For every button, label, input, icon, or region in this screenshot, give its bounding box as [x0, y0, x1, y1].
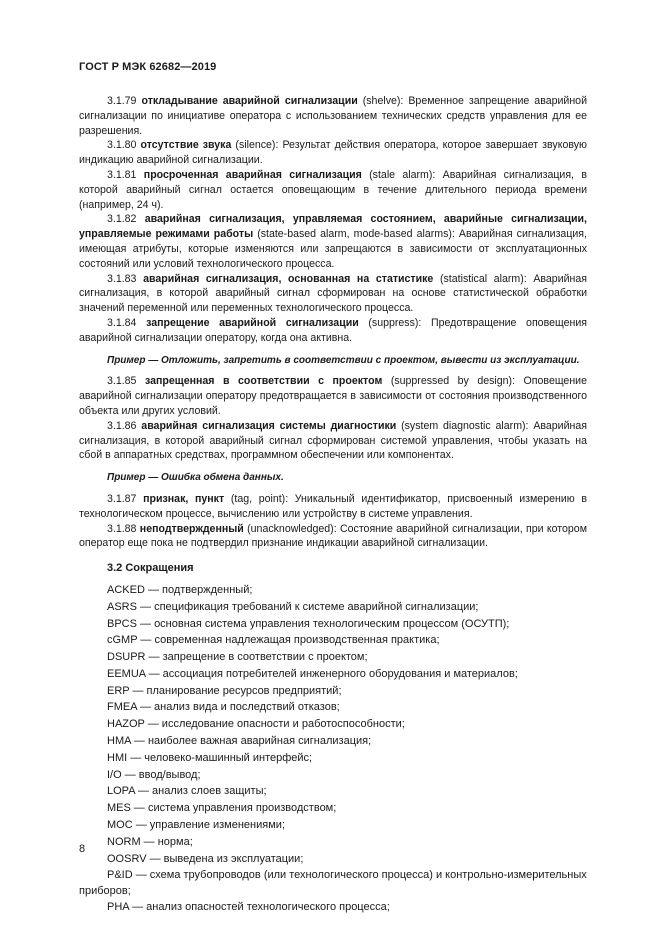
term-3-1-82: [79, 212, 587, 271]
abbreviation-item: HAZOP — исследование опасности и работоспособности;: [107, 718, 405, 731]
term-3-1-88: [79, 522, 587, 552]
abbreviation-item: EEMUA — ассоциация потребителей инженерного оборудования и материалов;: [107, 667, 518, 680]
term-english: (suppress): [368, 316, 419, 329]
abbreviation-item: HMA — наиболее важная аварийная сигнализация;: [107, 735, 372, 748]
term-number: 3.1.82: [107, 213, 137, 226]
term-title: откладывание аварийной сигнализации: [141, 95, 358, 107]
document-body: [79, 94, 587, 916]
abbreviation-item: HMI — человеко-машинный интерфейс;: [107, 751, 313, 764]
term-3-1-81: [79, 168, 587, 212]
abbreviation-item: FMEA — анализ вида и последствий отказов;: [107, 701, 340, 714]
term-number: 3.1.87: [107, 492, 137, 505]
example-note: Пример — Ошибка обмена данных.: [107, 472, 284, 484]
term-definition: : Уникальный идентификатор, присвоенный измерению в технологическом процессе, вычислению или устройству в системе управления.: [79, 492, 587, 520]
term-3-1-84: [79, 316, 587, 346]
term-definition: : Аварийная сигнализация, имеющая атрибуты, которые изменяются или запрещаются в зависимости от эксплуатационных состояний или условий технологического процесса.: [79, 228, 587, 270]
term-title: неподтвержденный: [139, 522, 244, 535]
term-english: (statistical alarm): [439, 272, 524, 285]
abbreviation-item: I/O — ввод/вывод;: [107, 768, 201, 781]
abbreviation-item: P&ID — схема трубопроводов (или технологического процесса) и контрольно-измерительных приборов;: [79, 869, 587, 898]
term-title: аварийная сигнализация, основанная на статистике: [143, 272, 434, 285]
term-number: 3.1.85: [107, 375, 137, 388]
term-number: 3.1.80: [107, 139, 137, 152]
page-number: 8: [79, 843, 86, 855]
term-3-1-79: [79, 94, 587, 138]
term-english: (suppressed by design): [390, 375, 513, 388]
term-english: (tag, point): [230, 492, 286, 505]
term-title: аварийная сигнализация системы диагностики: [141, 419, 397, 432]
document-header: ГОСТ Р МЭК 62682—2019: [79, 61, 217, 73]
term-3-1-80: [79, 138, 587, 168]
term-definition: : Оповещение аварийной сигнализации оператору предотвращается в зависимости от состояния производственного объекта или других условий.: [79, 375, 587, 417]
term-definition: : Предотвращение оповещения аварийной сигнализации оператору, когда она активна.: [79, 316, 587, 344]
term-definition: : Временное запрещение аварийной сигнализации по инициативе оператора с использованием технических средств управления для ее разрешения.: [79, 95, 587, 137]
term-title: запрещение аварийной сигнализации: [146, 316, 359, 329]
term-3-1-86: [79, 419, 587, 463]
abbreviation-item: cGMP — современная надлежащая производственная практика;: [107, 634, 440, 647]
abbreviation-item: MES — система управления производством;: [107, 802, 337, 815]
abbreviation-item: NORM — норма;: [107, 835, 193, 848]
term-english: (state-based alarm, mode-based alarms): [257, 228, 452, 241]
term-number: 3.1.79: [107, 95, 137, 107]
term-definition: : Состояние аварийной сигнализации, при котором оператор еще пока не подтвердил признание индикации аварийной сигнализации.: [79, 522, 587, 550]
abbreviation-item: DSUPR — запрещение в соответствии с проектом;: [107, 651, 368, 664]
abbreviation-item: MOC — управление изменениями;: [107, 819, 285, 832]
term-title: просроченная аварийная сигнализация: [143, 168, 362, 181]
term-number: 3.1.81: [107, 168, 137, 181]
term-3-1-85: [79, 374, 587, 418]
term-title: отсутствие звука: [140, 139, 232, 152]
term-title: признак, пункт: [143, 492, 225, 505]
term-number: 3.1.88: [107, 522, 137, 535]
abbreviation-item: LOPA — анализ слоев защиты;: [107, 785, 267, 798]
term-number: 3.1.84: [107, 316, 137, 329]
term-3-1-87: [79, 492, 587, 522]
term-english: (shelve): [362, 95, 401, 107]
term-english: (stale alarm): [369, 168, 433, 181]
abbreviation-item: OOSRV — выведена из эксплуатации;: [107, 852, 304, 865]
section-title: 3.2 Сокращения: [107, 562, 194, 575]
abbreviation-item: ACKED — подтвержденный;: [107, 583, 253, 596]
term-title: аварийная сигнализация, управляемая состоянием, аварийные сигнализации, управляемые режимами работы: [79, 213, 587, 241]
term-english: (system diagnostic alarm): [401, 419, 526, 432]
term-number: 3.1.83: [107, 272, 137, 285]
term-title: запрещенная в соответствии с проектом: [145, 375, 383, 388]
term-definition: : Аварийная сигнализация, в которой аварийный сигнал остается оповещающим в течение длительного периода времени (например, 24 ч).: [79, 168, 587, 211]
term-definition: : Аварийная сигнализация, в которой аварийный сигнал сформирован на основе статистической обработки значений переменной или переменных технологического процесса.: [79, 272, 588, 315]
term-3-1-83: [79, 272, 587, 316]
term-english: (silence): [235, 139, 276, 152]
term-english: (unacknowledged): [247, 522, 334, 535]
term-definition: : Результат действия оператора, которое завершает звуковую индикацию аварийной сигнализации.: [79, 139, 588, 167]
example-note: Пример — Отложить, запретить в соответствии с проектом, вывести из эксплуатации.: [107, 354, 580, 366]
abbreviation-item: BPCS — основная система управления технологическим процессом (ОСУТП);: [107, 617, 510, 630]
abbreviation-item: ASRS — спецификация требований к системе аварийной сигнализации;: [107, 600, 479, 613]
abbreviation-item: ERP — планирование ресурсов предприятий;: [107, 684, 342, 697]
term-definition: : Аварийная сигнализация, в которой аварийный сигнал сформирован системой управления, чтобы указать на сбой в аппаратных средствах, программном обеспечении или компонентах.: [79, 419, 587, 462]
abbreviation-item: PHA — анализ опасностей технологического процесса;: [107, 901, 390, 914]
term-number: 3.1.86: [107, 419, 137, 432]
